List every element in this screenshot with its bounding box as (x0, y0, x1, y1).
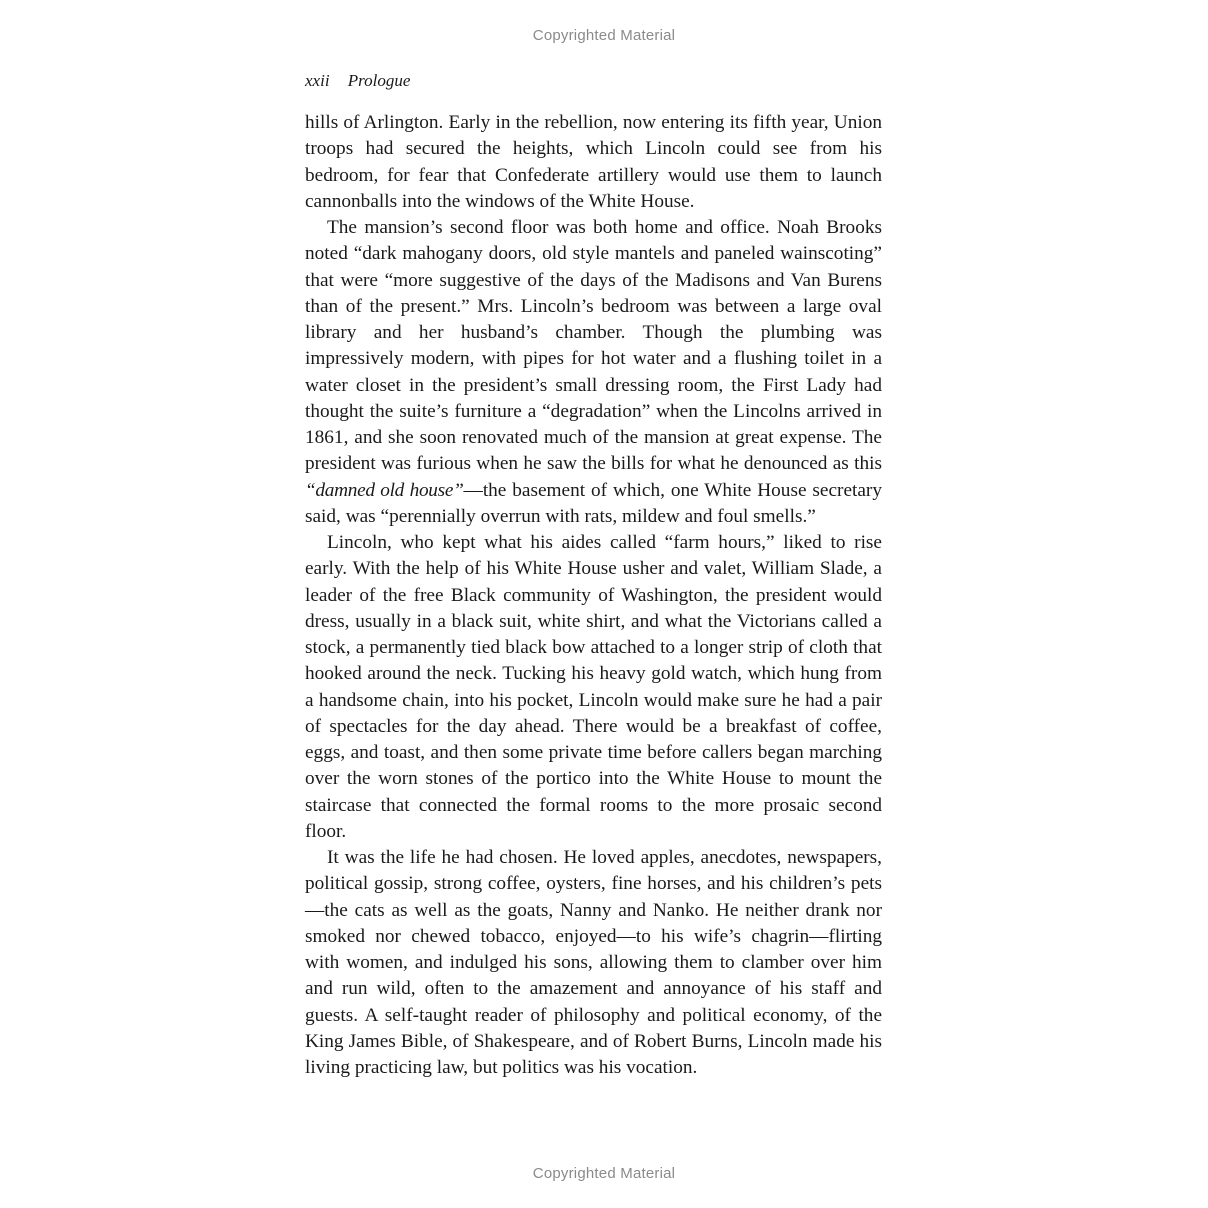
paragraph-1: hills of Arlington. Early in the rebellion, now entering its fifth year, Union troops had secured the heights, which Lincoln could see from his bedroom, for fear that Confederate artillery would use them to launch cannonballs into the windows of the White House. (305, 112, 882, 212)
body-text (305, 110, 882, 1081)
copyright-watermark-top: Copyrighted Material (532, 27, 676, 44)
paragraph-4: It was the life he had chosen. He loved apples, anecdotes, newspapers, political gossip, strong coffee, oysters, fine horses, and his children’s pets—the cats as well as the goats, Nanny and Nanko. He neither drank nor smoked nor chewed tobacco, enjoyed—to his wife’s chagrin—flirting with women, and indulged his sons, allowing them to clamber over him and run wild, often to the amazement and annoyance of his staff and guests. A self-taught reader of philosophy and political economy, of the King James Bible, of Shakespeare, and of Robert Burns, Lincoln made his living practicing law, but politics was his vocation. (305, 847, 882, 1078)
paragraph-2 (305, 215, 882, 530)
page-number: xxii (305, 71, 330, 90)
paragraph-2-text-after: —the basement of which, one White House secretary said, was “perennially overrun with rats, mildew and foul smells.” (305, 479, 882, 527)
paragraph-2-emphasis: “damned old house” (305, 479, 464, 501)
copyright-watermark-bottom: Copyrighted Material (532, 1165, 676, 1182)
paragraph-2-text: The mansion’s second floor was both home and office. Noah Brooks noted “dark mahogany doors, old style mantels and paneled wainscoting” that were “more suggestive of the days of the Madisons and Van Burens than of the present.” Mrs. Lincoln’s bedroom was between a large oval library and her husband’s chamber. Though the plumbing was impressively modern, with pipes for hot water and a flushing toilet in a water closet in the president’s small dressing room, the First Lady had thought the suite’s furniture a “degradation” when the Lincolns arrived in 1861, and she soon renovated much of the mansion at great expense. The president was furious when he saw the bills for what he denounced as this (305, 217, 882, 475)
running-head (305, 71, 410, 91)
paragraph-3: Lincoln, who kept what his aides called “farm hours,” liked to rise early. With the help of his White House usher and valet, William Slade, a leader of the free Black community of Washington, the president would dress, usually in a black suit, white shirt, and what the Victorians called a stock, a permanently tied black bow attached to a longer strip of cloth that hooked around the neck. Tucking his heavy gold watch, which hung from a handsome chain, into his pocket, Lincoln would make sure he had a pair of spectacles for the day ahead. There would be a breakfast of coffee, eggs, and toast, and then some private time before callers began marching over the worn stones of the portico into the White House to mount the staircase that connected the formal rooms to the more prosaic second floor. (305, 532, 882, 842)
section-title: Prologue (347, 71, 411, 90)
